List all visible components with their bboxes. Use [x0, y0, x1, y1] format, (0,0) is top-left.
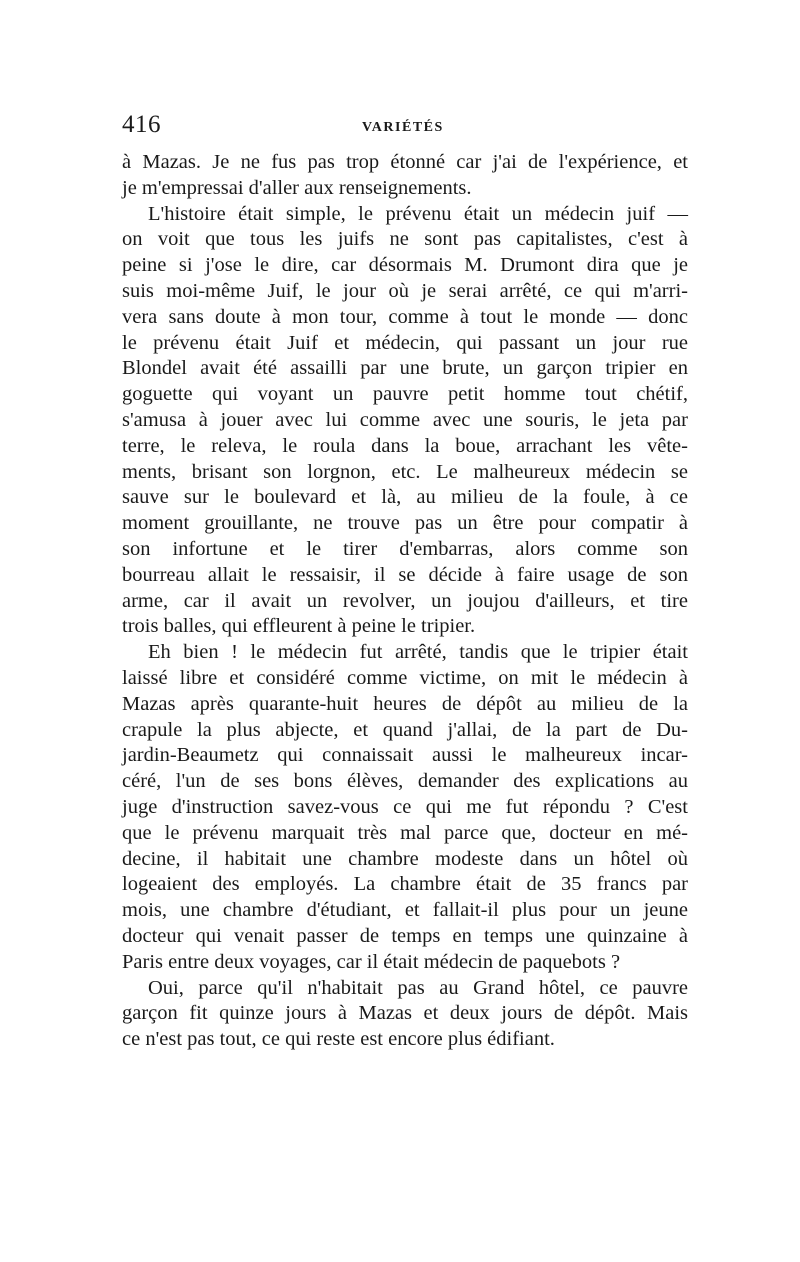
body-text	[122, 150, 688, 1053]
text-line: bourreau allait le ressaisir, il se décide à faire usage de son	[122, 563, 688, 586]
text-line: suis moi-même Juif, le jour où je serai arrêté, ce qui m'arri-	[122, 279, 688, 302]
text-line: arme, car il avait un revolver, un joujou d'ailleurs, et tire	[122, 589, 688, 612]
text-line: peine si j'ose le dire, car désormais M. Drumont dira que je	[122, 254, 688, 277]
text-line: à Mazas. Je ne fus pas trop étonné car j'ai de l'expérience, et	[122, 151, 688, 173]
text-line: Oui, parce qu'il n'habitait pas au Grand hôtel, ce pauvre	[148, 976, 688, 999]
text-line: céré, l'un de ses bons élèves, demander des explications au	[122, 770, 688, 793]
text-line: logeaient des employés. La chambre était de 35 francs par	[122, 873, 688, 896]
text-line: goguette qui voyant un pauvre petit homme tout chétif,	[122, 383, 688, 406]
text-line: crapule la plus abjecte, et quand j'allai, de la part de Du-	[122, 718, 688, 741]
text-line: Paris entre deux voyages, car il était médecin de paquebots ?	[122, 950, 621, 973]
text-line: ce n'est pas tout, ce qui reste est encore plus édifiant.	[122, 1028, 555, 1051]
text-line: vera sans doute à mon tour, comme à tout le monde — donc	[122, 305, 688, 328]
text-line: le prévenu était Juif et médecin, qui passant un jour rue	[122, 331, 688, 354]
text-line: decine, il habitait une chambre modeste dans un hôtel où	[122, 847, 688, 870]
text-line: Mazas après quarante-huit heures de dépôt au milieu de la	[122, 692, 688, 715]
page-number: 416	[122, 111, 161, 138]
text-line: que le prévenu marquait très mal parce que, docteur en mé-	[122, 821, 688, 844]
text-line: trois balles, qui effleurent à peine le tripier.	[122, 615, 476, 638]
text-line: garçon fit quinze jours à Mazas et deux jours de dépôt. Mais	[122, 1002, 688, 1025]
text-line: juge d'instruction savez-vous ce qui me fut répondu ? C'est	[122, 795, 688, 818]
paragraph	[122, 640, 688, 975]
text-line: on voit que tous les juifs ne sont pas capitalistes, c'est à	[122, 228, 688, 251]
text-line: L'histoire était simple, le prévenu était un médecin juif —	[148, 202, 688, 225]
text-line: terre, le releva, le roula dans la boue, arrachant les vête-	[122, 434, 688, 457]
paragraph	[122, 976, 688, 1053]
text-line: sauve sur le boulevard et là, au milieu de la foule, à ce	[122, 486, 688, 509]
text-line: Blondel avait été assailli par une brute, un garçon tripier en	[122, 357, 688, 380]
paragraph	[122, 150, 688, 202]
text-line: Eh bien ! le médecin fut arrêté, tandis que le tripier était	[148, 641, 688, 664]
page-header	[122, 110, 688, 150]
text-line: je m'empressai d'aller aux renseignements.	[122, 176, 472, 199]
text-line: jardin-Beaumetz qui connaissait aussi le malheureux incar-	[122, 744, 688, 767]
text-line: docteur qui venait passer de temps en temps une quinzaine à	[122, 924, 688, 947]
text-line: mois, une chambre d'étudiant, et fallait-il plus pour un jeune	[122, 899, 688, 922]
text-line: laissé libre et considéré comme victime, on mit le médecin à	[122, 666, 688, 689]
text-line: moment grouillante, ne trouve pas un être pour compatir à	[122, 512, 688, 535]
paragraph	[122, 202, 688, 641]
text-line: ments, brisant son lorgnon, etc. Le malheureux médecin se	[122, 460, 688, 483]
running-head: VARIÉTÉS	[362, 120, 444, 135]
text-line: son infortune et le tirer d'embarras, alors comme son	[122, 537, 688, 560]
text-line: s'amusa à jouer avec lui comme avec une souris, le jeta par	[122, 408, 688, 431]
